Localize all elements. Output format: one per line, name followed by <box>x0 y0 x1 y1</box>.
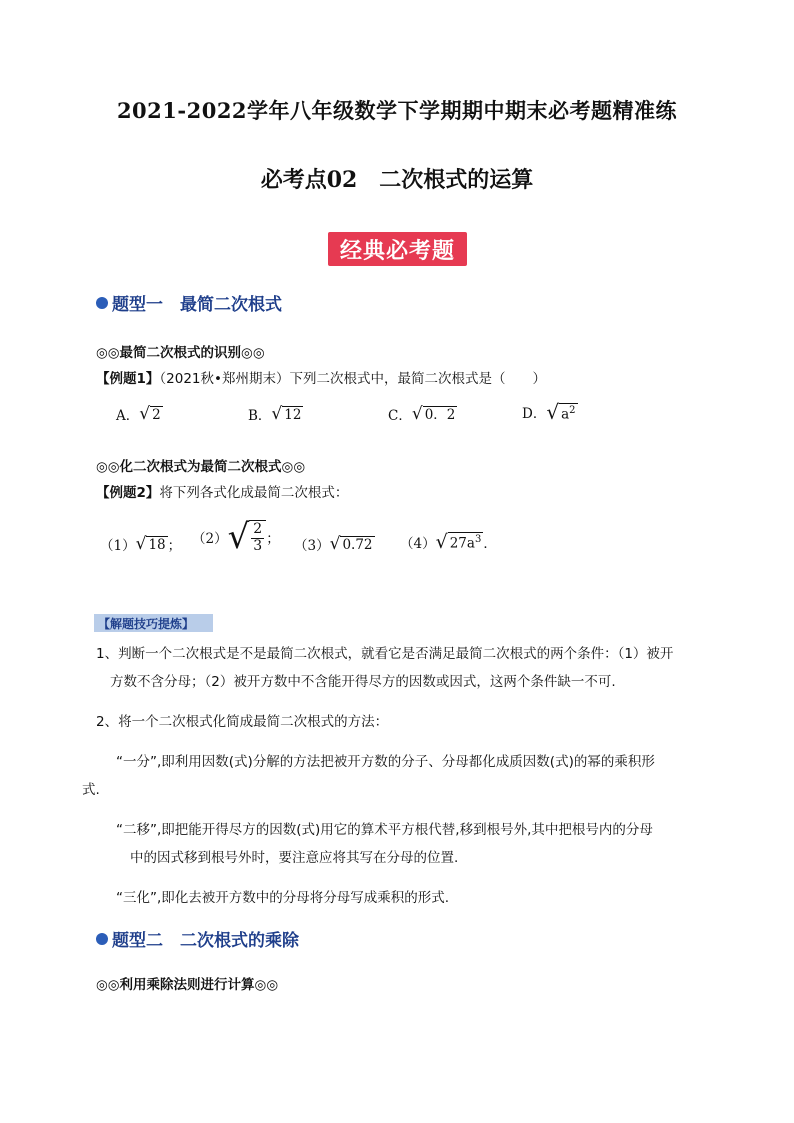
bullet-dot-icon <box>96 297 108 309</box>
section-subtitle: 必考点02 二次根式的运算 <box>260 167 534 193</box>
exponent: 2 <box>569 404 576 416</box>
exponent: 3 <box>474 534 482 546</box>
example-1-label: 【例题1】 <box>96 371 160 387</box>
radical: √ 18 <box>135 533 166 554</box>
option-d-label: D． <box>522 406 547 422</box>
document-title: 2021-2022学年八年级数学下学期期中期末必考题精准练 <box>116 98 678 123</box>
radicand: a <box>561 406 570 423</box>
fraction-numerator: 2 <box>253 521 263 538</box>
item-4-label: （4） <box>400 536 436 552</box>
item-1-label: （1） <box>100 538 136 554</box>
option-a <box>116 404 163 424</box>
tip-5: “三化”,即化去被开方数中的分母将分母写成乘积的形式. <box>116 890 450 906</box>
item-1 <box>100 534 181 554</box>
radical: √ 12 <box>271 403 302 424</box>
radical: √ $a^2$ <box>546 400 576 424</box>
item-4 <box>400 532 497 552</box>
example-1 <box>96 367 546 387</box>
radicand: 27a <box>449 535 475 552</box>
radicand: 12 <box>284 406 302 423</box>
radicand-group <box>448 532 484 551</box>
tips-tag: 【解题技巧提炼】 <box>94 614 213 632</box>
radical: √ 0.72 <box>329 533 373 554</box>
bullet-dot-icon <box>96 933 108 945</box>
radicand: 0．2 <box>424 406 456 423</box>
tip-3-line-2: 式. <box>82 782 100 798</box>
section-heading-2 <box>96 926 299 951</box>
radical: √ $\frac{2}{3}$ <box>228 520 267 554</box>
item-3 <box>294 534 375 554</box>
tip-3-line-1: “一分”,即利用因数(式)分解的方法把被开方数的分子、分母都化成质因数(式)的幂的乘积形 <box>116 754 655 770</box>
example-2 <box>96 481 348 501</box>
tip-1-line-1: 1、判断一个二次根式是不是最简二次根式，就看它是否满足最简二次根式的两个条件：（1）被开 <box>96 646 674 662</box>
item-3-label: （3） <box>294 538 330 554</box>
option-a-label: A． <box>116 408 140 424</box>
option-c <box>388 404 457 424</box>
radical: √ $27a^3$ <box>435 530 482 553</box>
example-2-text: 将下列各式化成最简二次根式： <box>159 485 349 501</box>
radicand: 0.72 <box>342 536 373 553</box>
subheading-multiply-divide: ◎◎利用乘除法则进行计算◎◎ <box>96 977 279 993</box>
subheading-identify: ◎◎最简二次根式的识别◎◎ <box>96 345 265 361</box>
item-1-suffix: ； <box>167 538 182 554</box>
item-2-suffix: ； <box>266 531 280 547</box>
item-2 <box>192 517 280 557</box>
option-b <box>248 404 303 424</box>
option-d <box>522 402 578 422</box>
radicand: 2 <box>152 406 161 423</box>
example-1-text: （2021秋•郑州期末）下列二次根式中，最简二次根式是（ ） <box>159 371 546 387</box>
section-heading-1 <box>96 290 282 315</box>
fraction-denominator: 3 <box>253 537 263 554</box>
item-2-label: （2） <box>192 531 228 547</box>
tip-1-line-2: 方数不含分母；（2）被开方数中不含能开得尽方的因数或因式，这两个条件缺一不可. <box>110 674 616 690</box>
radicand-group <box>559 403 577 422</box>
radical: √ 0．2 <box>411 403 456 424</box>
tip-2: 2、将一个二次根式化简成最简二次根式的方法： <box>96 714 389 730</box>
item-4-suffix: ． <box>483 536 497 552</box>
option-c-label: C． <box>388 408 412 424</box>
banner-text: 经典必考题 <box>339 238 455 264</box>
section-heading-2-text: 题型二 二次根式的乘除 <box>112 931 299 951</box>
example-2-label: 【例题2】 <box>96 485 160 501</box>
option-b-label: B． <box>248 408 272 424</box>
tip-4-line-2: 中的因式移到根号外时，要注意应将其写在分母的位置. <box>130 850 459 866</box>
section-heading-1-text: 题型一 最简二次根式 <box>112 295 282 315</box>
radical: √ 2 <box>139 403 161 424</box>
banner <box>328 232 467 266</box>
radicand-fraction <box>249 520 266 554</box>
subheading-simplify: ◎◎化二次根式为最简二次根式◎◎ <box>96 459 306 475</box>
tip-4-line-1: “二移”,即把能开得尽方的因数(式)用它的算术平方根代替,移到根号外,其中把根号内的分母 <box>116 822 653 838</box>
radicand: 18 <box>148 536 166 553</box>
